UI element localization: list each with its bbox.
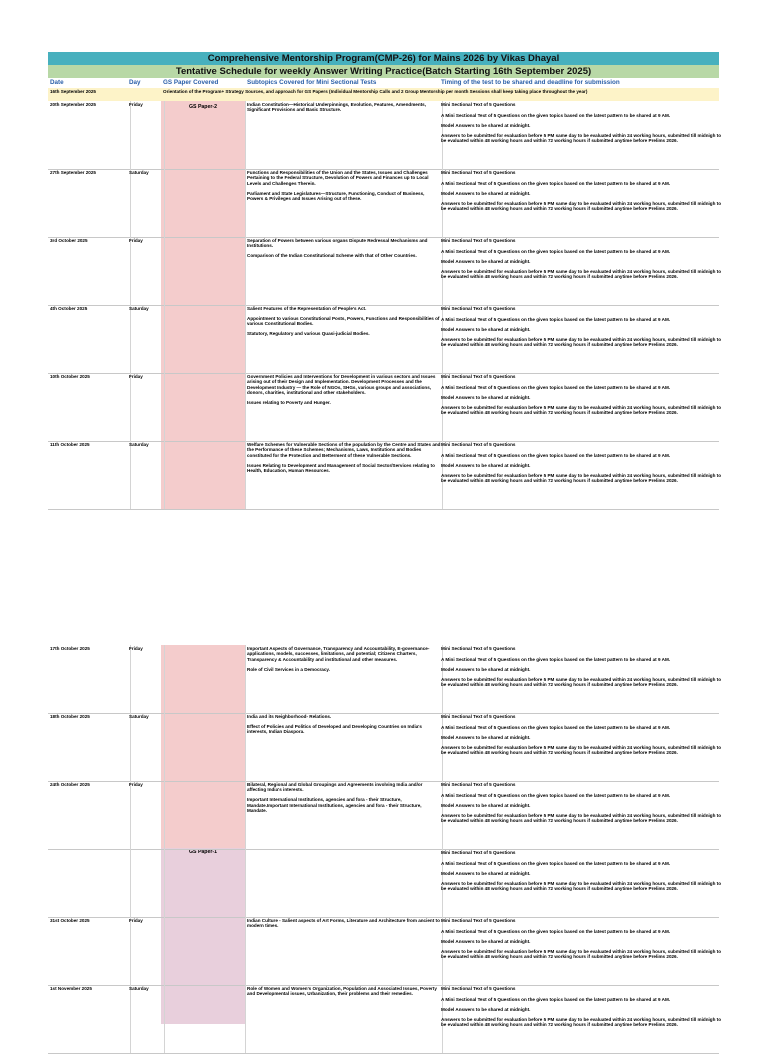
- row-day: Saturday: [127, 985, 165, 1053]
- row-date: 18th October 2025: [48, 713, 131, 781]
- timing-submission-deadline: Answers to be submitted for evaluation before 5 PM same day to be evaluated within 24 working hours, submitted till midnigh to be evaluated within 48 working hours and within 72 working hours if submitted anytime before Prelims 2026.: [441, 336, 722, 348]
- timing-model-answers: Model Answers to be shared at midnight.: [441, 938, 531, 944]
- timing-mini-test: Mini Sectional Text of 5 Questions: [441, 170, 516, 175]
- subtopic-text: Role of Civil Services in a Democracy.: [247, 666, 330, 672]
- schedule-row: [48, 169, 722, 238]
- column-header-row: [48, 78, 719, 88]
- row-gs-cell: [161, 713, 246, 781]
- timing-mini-test: Mini Sectional Text of 5 Questions: [441, 782, 516, 787]
- timing-mini-test: Mini Sectional Text of 5 Questions: [441, 918, 516, 923]
- subtopic-text: Role of Women and Women's Organization, Population and Associated Issues, Poverty and Developmental issues, Urbanization, their problems and their remedies.: [247, 986, 437, 997]
- timing-submission-deadline: Answers to be submitted for evaluation before 5 PM same day to be evaluated within 24 working hours, submitted till midnigh to be evaluated within 48 working hours and within 72 working hours if submitted anytime before Prelims 2026.: [441, 472, 722, 484]
- row-subtopics: [245, 917, 443, 985]
- row-timing: [439, 237, 722, 305]
- timing-submission-deadline: Answers to be submitted for evaluation before 5 PM same day to be evaluated within 24 working hours, submitted till midnigh to be evaluated within 48 working hours and within 72 working hours if submitted anytime before Prelims 2026.: [441, 132, 722, 144]
- row-day: Saturday: [127, 169, 165, 237]
- row-date: 1st November 2025: [48, 985, 131, 1053]
- timing-share-note: A Mini Sectional Text of 5 Questions on the given topics based on the latest pattern to be shared at 9 AM.: [441, 316, 671, 322]
- row-subtopics: [245, 781, 443, 849]
- timing-mini-test: Mini Sectional Text of 5 Questions: [441, 850, 516, 855]
- timing-model-answers: Model Answers to be shared at midnight.: [441, 666, 531, 672]
- timing-share-note: A Mini Sectional Text of 5 Questions on the given topics based on the latest pattern to be shared at 9 AM.: [441, 656, 671, 662]
- row-date: 3rd October 2025: [48, 237, 131, 305]
- row-date: 17th October 2025: [48, 645, 131, 713]
- row-timing: [439, 849, 722, 917]
- subtopic-text: Issues relating to Poverty and Hunger.: [247, 400, 331, 406]
- row-timing: [439, 645, 722, 713]
- timing-submission-deadline: Answers to be submitted for evaluation before 5 PM same day to be evaluated within 24 working hours, submitted till midnigh to be evaluated within 48 working hours and within 72 working hours if submitted anytime before Prelims 2026.: [441, 268, 722, 280]
- row-day: Saturday: [127, 713, 165, 781]
- subtitle-band: Tentative Schedule for weekly Answer Writing Practice(Batch Starting 16th September 2025): [48, 65, 719, 78]
- subtopic-text: Indian Constitution—Historical Underpinnings, Evolution, Features, Amendments, Significant Provisions and Basic Structure.: [247, 102, 426, 113]
- header-timing: Timing of the test to be shared and deadline for submission: [441, 79, 620, 86]
- row-date: 24th October 2025: [48, 781, 131, 849]
- timing-model-answers: Model Answers to be shared at midnight.: [441, 1006, 531, 1012]
- header-subtopics: Subtopics Covered for Mini Sectional Tests: [247, 79, 377, 86]
- subtopic-text: Appointment to various Constitutional Posts, Powers, Functions and Responsibilities of various Constitutional Bodies.: [247, 316, 440, 327]
- row-subtopics: [245, 101, 443, 169]
- row-subtopics: [245, 441, 443, 509]
- timing-model-answers: Model Answers to be shared at midnight.: [441, 870, 531, 876]
- row-day: Friday: [127, 101, 165, 169]
- subtopic-text: Statutory, Regulatory and various Quasi-judicial Bodies.: [247, 331, 370, 337]
- subtopic-text: Parliament and State Legislatures—Structure, Functioning, Conduct of Business, Powers & Privileges and Issues Arising out of these.: [247, 190, 425, 202]
- timing-model-answers: Model Answers to be shared at midnight.: [441, 190, 531, 196]
- timing-model-answers: Model Answers to be shared at midnight.: [441, 122, 531, 128]
- header-day: Day: [129, 79, 141, 86]
- subtopic-text: India and its Neighborhood- Relations.: [247, 714, 332, 719]
- title-band: Comprehensive Mentorship Program(CMP-26) for Mains 2026 by Vikas Dhayal: [48, 52, 719, 65]
- row-day: Friday: [127, 917, 165, 985]
- row-gs-cell: [161, 781, 246, 849]
- schedule-row: [48, 305, 722, 374]
- schedule-row: [48, 441, 722, 510]
- timing-model-answers: Model Answers to be shared at midnight.: [441, 462, 531, 468]
- row-subtopics: [245, 713, 443, 781]
- timing-model-answers: Model Answers to be shared at midnight.: [441, 394, 531, 400]
- row-timing: [439, 985, 722, 1053]
- row-date: 20th September 2025: [48, 101, 131, 169]
- timing-share-note: A Mini Sectional Text of 5 Questions on the given topics based on the latest pattern to be shared at 9 AM.: [441, 452, 671, 458]
- schedule-row: [48, 781, 722, 850]
- subtopic-text: Effect of Policies and Politics of Developed and Developing Countries on India's interests, Indian Diaspora.: [247, 724, 422, 735]
- timing-submission-deadline: Answers to be submitted for evaluation before 5 PM same day to be evaluated within 24 working hours, submitted till midnigh to be evaluated within 48 working hours and within 72 working hours if submitted anytime before Prelims 2026.: [441, 676, 722, 688]
- row-subtopics: [245, 237, 443, 305]
- timing-mini-test: Mini Sectional Text of 5 Questions: [441, 442, 516, 447]
- timing-share-note: A Mini Sectional Text of 5 Questions on the given topics based on the latest pattern to be shared at 9 AM.: [441, 248, 671, 254]
- row-day: Saturday: [127, 441, 165, 509]
- row-date: 4th October 2025: [48, 305, 131, 373]
- timing-submission-deadline: Answers to be submitted for evaluation before 5 PM same day to be evaluated within 24 working hours, submitted till midnigh to be evaluated within 48 working hours and within 72 working hours if submitted anytime before Prelims 2026.: [441, 812, 722, 824]
- header-gs-paper: GS Paper Covered: [163, 79, 219, 86]
- row-gs-cell: [161, 305, 246, 373]
- timing-mini-test: Mini Sectional Text of 5 Questions: [441, 238, 516, 243]
- subtopic-text: Indian Culture - Salient aspects of Art Forms, Literature and Architecture from ancient to modern times.: [247, 918, 440, 929]
- row-gs-cell: [161, 441, 246, 509]
- row-timing: [439, 305, 722, 373]
- timing-mini-test: Mini Sectional Text of 5 Questions: [441, 714, 516, 719]
- row-subtopics: [245, 373, 443, 441]
- subtopic-text: Comparison of the Indian Constitutional Scheme with that of Other Countries.: [247, 253, 417, 259]
- schedule-row: [48, 917, 722, 986]
- timing-model-answers: Model Answers to be shared at midnight.: [441, 802, 531, 808]
- timing-submission-deadline: Answers to be submitted for evaluation before 5 PM same day to be evaluated within 24 working hours, submitted till midnigh to be evaluated within 48 working hours and within 72 working hours if submitted anytime before Prelims 2026.: [441, 744, 722, 756]
- timing-submission-deadline: Answers to be submitted for evaluation before 5 PM same day to be evaluated within 24 working hours, submitted till midnigh to be evaluated within 48 working hours and within 72 working hours if submitted anytime before Prelims 2026.: [441, 200, 722, 212]
- subtopic-text: Important Aspects of Governance, Transparency and Accountability, E-governance- applications, models, successes, limitations, and potential; Citizens Charters, Transparency & Accountability and institutional and other measures.: [247, 646, 430, 662]
- timing-mini-test: Mini Sectional Text of 5 Questions: [441, 986, 516, 991]
- timing-share-note: A Mini Sectional Text of 5 Questions on the given topics based on the latest pattern to be shared at 9 AM.: [441, 792, 671, 798]
- row-timing: [439, 917, 722, 985]
- timing-mini-test: Mini Sectional Text of 5 Questions: [441, 646, 516, 651]
- row-subtopics: [245, 985, 443, 1053]
- row-day: [127, 849, 165, 917]
- row-gs-cell: [161, 169, 246, 237]
- row-gs-cell: [161, 849, 246, 917]
- subtopic-text: Salient Features of the Representation of People's Act.: [247, 306, 367, 311]
- row-timing: [439, 713, 722, 781]
- orientation-row: [48, 88, 719, 101]
- timing-submission-deadline: Answers to be submitted for evaluation before 5 PM same day to be evaluated within 24 working hours, submitted till midnigh to be evaluated within 48 working hours and within 72 working hours if submitted anytime before Prelims 2026.: [441, 404, 722, 416]
- header-date: Date: [50, 79, 64, 86]
- timing-submission-deadline: Answers to be submitted for evaluation before 5 PM same day to be evaluated within 24 working hours, submitted till midnigh to be evaluated within 48 working hours and within 72 working hours if submitted anytime before Prelims 2026.: [441, 948, 722, 960]
- row-day: Friday: [127, 237, 165, 305]
- row-date: 31st October 2025: [48, 917, 131, 985]
- timing-mini-test: Mini Sectional Text of 5 Questions: [441, 306, 516, 311]
- row-gs-cell: [161, 101, 246, 169]
- row-gs-cell: [161, 373, 246, 441]
- row-gs-cell: [161, 917, 246, 985]
- subtopic-text: Issues Relating to Development and Management of Social Sector/Services relating to Health, Education, Human Resources.: [247, 462, 435, 474]
- row-day: Saturday: [127, 305, 165, 373]
- timing-model-answers: Model Answers to be shared at midnight.: [441, 258, 531, 264]
- gs-paper-2-label: GS Paper-2: [189, 104, 217, 110]
- row-date: 11th October 2025: [48, 441, 131, 509]
- subtopic-text: Government Policies and Interventions for Development in various sectors and Issues arising out of their Design and Implementation. Development Processes and the Development Industry — the Role of NGOs, SHGs, various groups and associations, donors, charities, institutional and other stakeholders.: [247, 374, 436, 396]
- row-subtopics: [245, 169, 443, 237]
- timing-share-note: A Mini Sectional Text of 5 Questions on the given topics based on the latest pattern to be shared at 9 AM.: [441, 180, 671, 186]
- schedule-row: [48, 713, 722, 782]
- row-day: Friday: [127, 781, 165, 849]
- row-subtopics: [245, 305, 443, 373]
- row-timing: [439, 441, 722, 509]
- row-subtopics: [245, 849, 443, 917]
- timing-share-note: A Mini Sectional Text of 5 Questions on the given topics based on the latest pattern to be shared at 9 AM.: [441, 996, 671, 1002]
- timing-model-answers: Model Answers to be shared at midnight.: [441, 734, 531, 740]
- row-date: [48, 849, 131, 917]
- gs-paper-1-label: GS Paper-1: [189, 849, 217, 855]
- schedule-row: [48, 645, 722, 714]
- timing-mini-test: Mini Sectional Text of 5 Questions: [441, 102, 516, 107]
- schedule-row: [48, 101, 722, 170]
- orientation-date: 16th September 2025: [50, 89, 96, 94]
- timing-mini-test: Mini Sectional Text of 5 Questions: [441, 374, 516, 379]
- row-date: 10th October 2025: [48, 373, 131, 441]
- timing-share-note: A Mini Sectional Text of 5 Questions on the given topics based on the latest pattern to be shared at 9 AM.: [441, 112, 671, 118]
- row-day: Friday: [127, 645, 165, 713]
- row-timing: [439, 169, 722, 237]
- timing-model-answers: Model Answers to be shared at midnight.: [441, 326, 531, 332]
- timing-share-note: A Mini Sectional Text of 5 Questions on the given topics based on the latest pattern to be shared at 9 AM.: [441, 928, 671, 934]
- row-date: 27th September 2025: [48, 169, 131, 237]
- schedule-row: [48, 373, 722, 442]
- schedule-row: [48, 849, 722, 918]
- subtopic-text: Bilateral, Regional and Global Groupings and Agreements involving India and/or affecting India's interests.: [247, 782, 423, 793]
- row-subtopics: [245, 645, 443, 713]
- schedule-row: [48, 985, 722, 1054]
- subtopic-text: Welfare Schemes for Vulnerable Sections of the population by the Centre and States and the Performance of these Schemes; Mechanisms, Laws, Institutions and Bodies constituted for the Protection and Betterment of these Vulnerable Sections.: [247, 442, 441, 458]
- row-gs-cell: [161, 645, 246, 713]
- timing-submission-deadline: Answers to be submitted for evaluation before 5 PM same day to be evaluated within 24 working hours, submitted till midnigh to be evaluated within 48 working hours and within 72 working hours if submitted anytime before Prelims 2026.: [441, 880, 722, 892]
- orientation-text: Orientation of the Program+ Strategy Sources, and approach for GS Papers (Individual Mentorship Calls and 2 Group Mentorship per month Sessions shall keep taking place throughout the year): [163, 89, 588, 94]
- row-day: Friday: [127, 373, 165, 441]
- timing-share-note: A Mini Sectional Text of 5 Questions on the given topics based on the latest pattern to be shared at 9 AM.: [441, 724, 671, 730]
- timing-submission-deadline: Answers to be submitted for evaluation before 5 PM same day to be evaluated within 24 working hours, submitted till midnigh to be evaluated within 48 working hours and within 72 working hours if submitted anytime before Prelims 2026.: [441, 1016, 722, 1028]
- subtopic-text: Separation of Powers between various organs Dispute Redressal Mechanisms and Institutions.: [247, 238, 428, 249]
- timing-share-note: A Mini Sectional Text of 5 Questions on the given topics based on the latest pattern to be shared at 9 AM.: [441, 384, 671, 390]
- row-gs-cell: [161, 985, 246, 1053]
- row-timing: [439, 101, 722, 169]
- timing-share-note: A Mini Sectional Text of 5 Questions on the given topics based on the latest pattern to be shared at 9 AM.: [441, 860, 671, 866]
- schedule-row: [48, 237, 722, 306]
- row-timing: [439, 781, 722, 849]
- subtopic-text: Important International Institutions, agencies and fora - their Structure, Mandate.Important International Institutions, agencies and fora - their Structure, Mandate.: [247, 797, 422, 814]
- subtopic-text: Functions and Responsibilities of the Union and the States, Issues and Challenges Pertaining to the Federal Structure, Devolution of Powers and Finances up to Local Levels and Challenges Therein.: [247, 170, 429, 186]
- row-gs-cell: [161, 237, 246, 305]
- row-timing: [439, 373, 722, 441]
